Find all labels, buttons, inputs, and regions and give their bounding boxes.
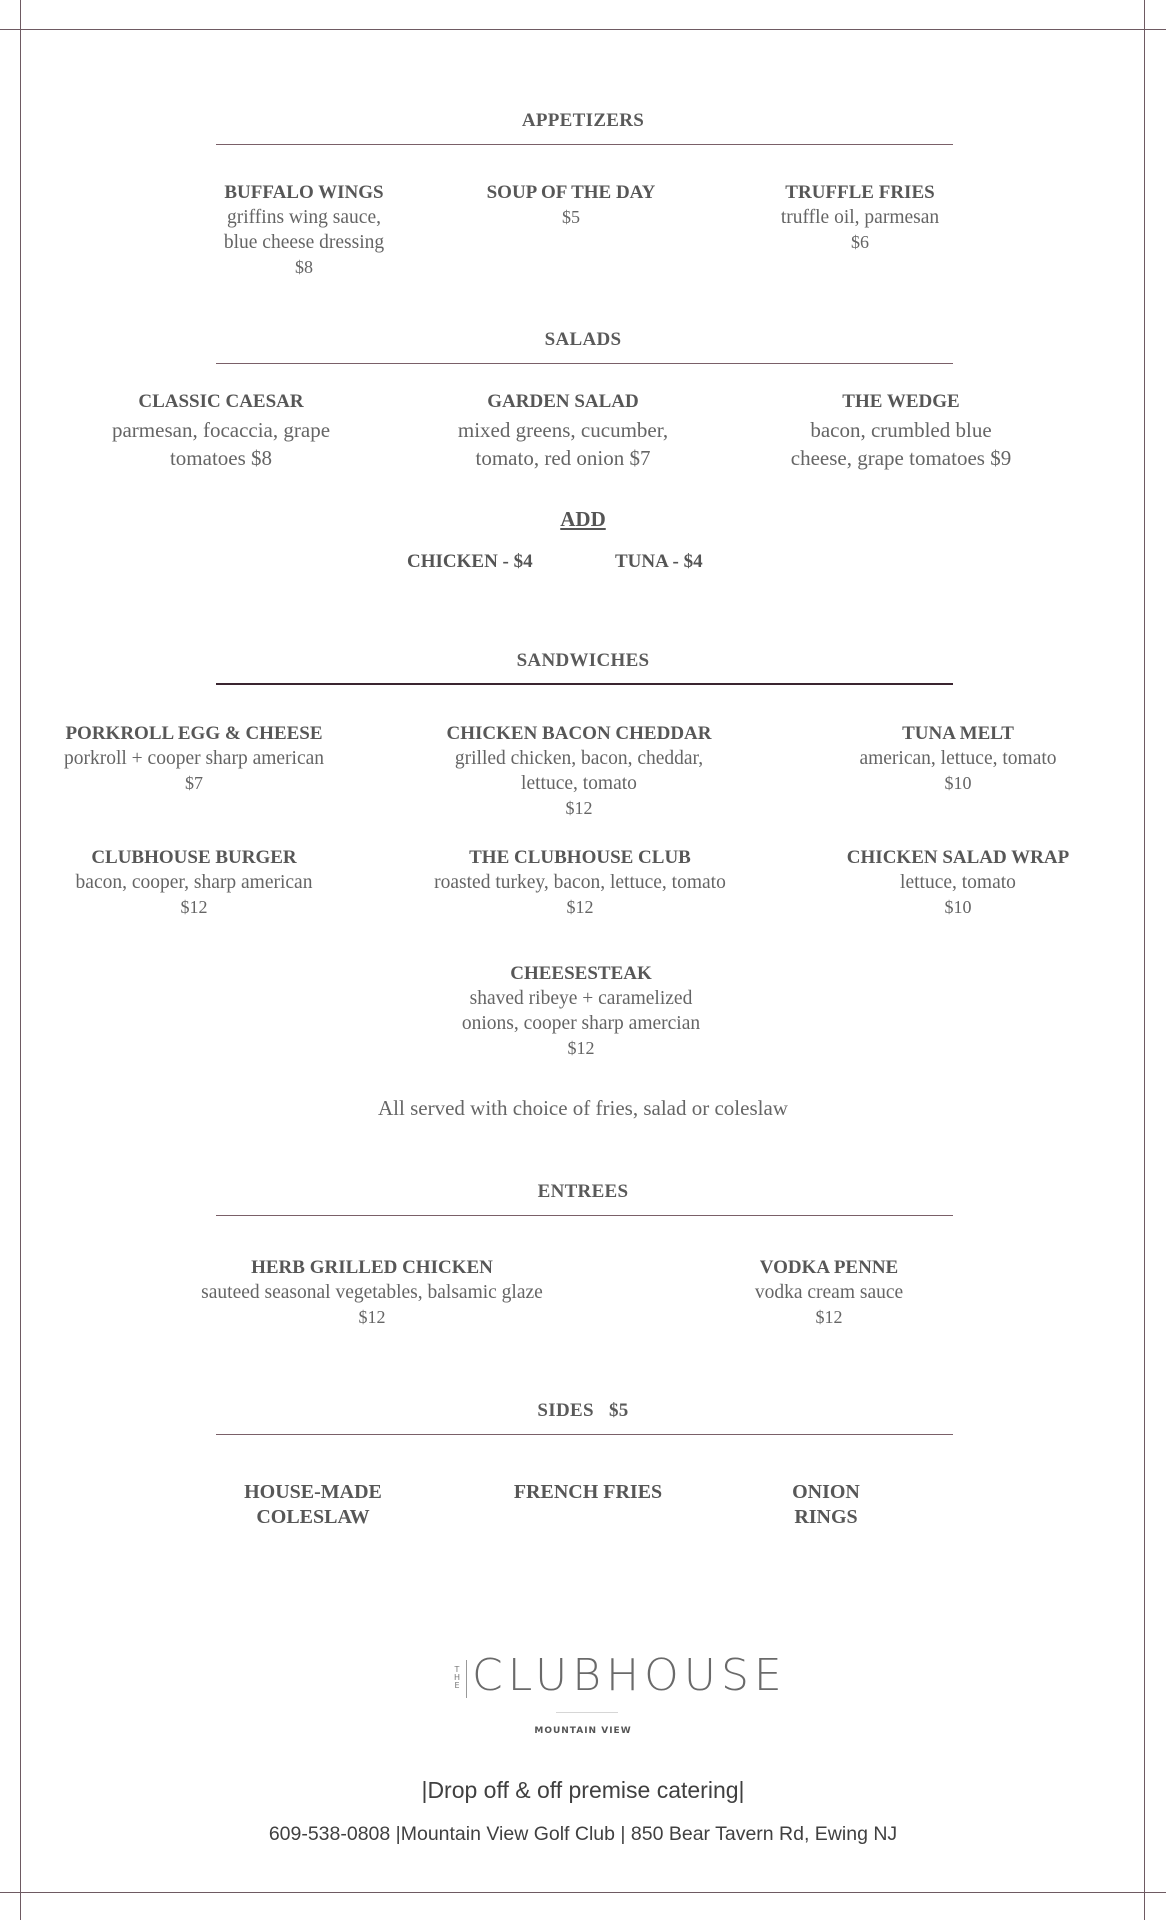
item-price: $12 — [566, 897, 594, 917]
item-description: mixed greens, cucumber, — [457, 418, 669, 442]
appetizers-rule — [216, 144, 953, 145]
salads-rule — [216, 363, 953, 364]
contact-info: 609-538-0808 |Mountain View Golf Club | 850 Bear Tavern Rd, Ewing NJ — [268, 1823, 898, 1845]
item-price: $8 — [295, 257, 313, 277]
item-description: vodka cream sauce — [754, 1282, 904, 1303]
addon-tuna: TUNA - $4 — [615, 551, 703, 572]
side-name: ONION — [792, 1481, 860, 1503]
item-description: american, lettuce, tomato — [859, 748, 1057, 769]
item-price: $7 — [185, 773, 203, 793]
item-description: lettuce, tomato — [900, 872, 1016, 893]
sides-rule — [216, 1434, 953, 1435]
item-price: $5 — [562, 207, 580, 227]
item-name: THE WEDGE — [842, 391, 960, 412]
menu-item-truffle-fries — [740, 180, 980, 255]
item-name: CHICKEN SALAD WRAP — [846, 847, 1070, 868]
menu-item-cheesesteak — [431, 961, 731, 1061]
sandwich-side-note: All served with choice of fries, salad or coleslaw — [378, 1096, 788, 1120]
item-price: $12 — [565, 798, 593, 818]
logo-wordmark: CLUBHOUSE — [472, 1650, 787, 1701]
item-name: PORKROLL EGG & CHEESE — [65, 723, 323, 744]
item-description: parmesan, focaccia, grape — [111, 418, 331, 442]
menu-item-the-wedge — [756, 388, 1046, 472]
item-price: $12 — [180, 897, 208, 917]
logo-the-letter: E — [454, 1681, 460, 1690]
menu-item-clubhouse-burger — [44, 845, 344, 920]
item-name: CLUBHOUSE BURGER — [91, 847, 297, 868]
item-description: shaved ribeye + caramelized — [469, 988, 693, 1009]
item-name: GARDEN SALAD — [487, 391, 639, 412]
logo-the-letter: T — [454, 1665, 460, 1674]
item-price: $10 — [944, 773, 972, 793]
menu-item-chicken-salad-wrap — [808, 845, 1108, 920]
salads-heading: SALADS — [544, 329, 622, 350]
item-description: lettuce, tomato — [521, 773, 637, 794]
item-description: grilled chicken, bacon, cheddar, — [454, 748, 704, 769]
sides-heading: SIDES $5 — [537, 1400, 629, 1421]
left-border-line — [20, 0, 21, 1920]
item-price: $12 — [815, 1307, 843, 1327]
menu-item-porkroll-egg-cheese — [39, 721, 349, 796]
side-name: COLESLAW — [256, 1506, 370, 1528]
item-price: $12 — [358, 1307, 386, 1327]
item-price: $6 — [851, 232, 869, 252]
side-name: HOUSE-MADE — [244, 1481, 382, 1503]
item-description: tomato, red onion $7 — [475, 446, 651, 470]
right-border-line — [1144, 0, 1145, 1920]
item-name: VODKA PENNE — [759, 1257, 899, 1278]
catering-tagline: |Drop off & off premise catering| — [421, 1777, 745, 1803]
item-price: $10 — [944, 897, 972, 917]
menu-item-classic-caesar — [81, 388, 361, 472]
logo-subtitle: MOUNTAIN VIEW — [534, 1726, 632, 1736]
side-name: FRENCH FRIES — [513, 1481, 663, 1503]
menu-item-buffalo-wings — [184, 180, 424, 280]
item-name: TUNA MELT — [902, 723, 1014, 744]
item-name: BUFFALO WINGS — [224, 182, 384, 203]
item-description: onions, cooper sharp amercian — [461, 1013, 701, 1034]
sandwiches-heading: SANDWICHES — [516, 650, 650, 671]
logo-underline — [556, 1712, 618, 1713]
menu-item-the-clubhouse-club — [400, 845, 760, 920]
logo-the-letter: H — [453, 1673, 460, 1682]
sandwiches-rule — [216, 683, 953, 685]
item-price: $12 — [567, 1038, 595, 1058]
item-description: blue cheese dressing — [223, 232, 385, 253]
add-heading: ADD — [560, 507, 606, 531]
entrees-heading: ENTREES — [537, 1181, 629, 1202]
item-name: SOUP OF THE DAY — [486, 182, 656, 203]
side-item-french-fries — [488, 1480, 688, 1505]
item-description: griffins wing sauce, — [227, 207, 381, 228]
item-name: HERB GRILLED CHICKEN — [251, 1257, 493, 1278]
entrees-rule — [216, 1215, 953, 1216]
item-description: porkroll + cooper sharp american — [63, 748, 325, 769]
item-description: sauteed seasonal vegetables, balsamic glaze — [201, 1282, 543, 1303]
addon-chicken: CHICKEN - $4 — [407, 551, 533, 572]
item-description: cheese, grape tomatoes $9 — [790, 446, 1012, 470]
item-description: tomatoes $8 — [169, 446, 273, 470]
item-description: bacon, crumbled blue — [810, 418, 992, 442]
item-description: roasted turkey, bacon, lettuce, tomato — [434, 872, 726, 893]
menu-item-tuna-melt — [808, 721, 1108, 796]
logo-divider — [466, 1660, 467, 1698]
menu-item-vodka-penne — [719, 1255, 939, 1330]
item-name: CLASSIC CAESAR — [138, 391, 304, 412]
top-border-line — [0, 29, 1166, 30]
item-name: CHEESESTEAK — [510, 963, 652, 984]
appetizers-heading: APPETIZERS — [521, 110, 645, 131]
side-item-coleslaw — [213, 1480, 413, 1530]
logo-the-text — [452, 1666, 462, 1690]
menu-item-garden-salad — [423, 388, 703, 472]
menu-item-soup-of-the-day — [451, 180, 691, 230]
item-name: TRUFFLE FRIES — [785, 182, 935, 203]
item-description: truffle oil, parmesan — [780, 207, 940, 228]
side-name: RINGS — [794, 1506, 858, 1528]
bottom-border-line — [0, 1892, 1166, 1893]
item-description: bacon, cooper, sharp american — [75, 872, 313, 893]
side-item-onion-rings — [756, 1480, 896, 1530]
menu-item-chicken-bacon-cheddar — [419, 721, 739, 821]
item-name: CHICKEN BACON CHEDDAR — [446, 723, 712, 744]
menu-item-herb-grilled-chicken — [162, 1255, 582, 1330]
item-name: THE CLUBHOUSE CLUB — [469, 847, 691, 868]
